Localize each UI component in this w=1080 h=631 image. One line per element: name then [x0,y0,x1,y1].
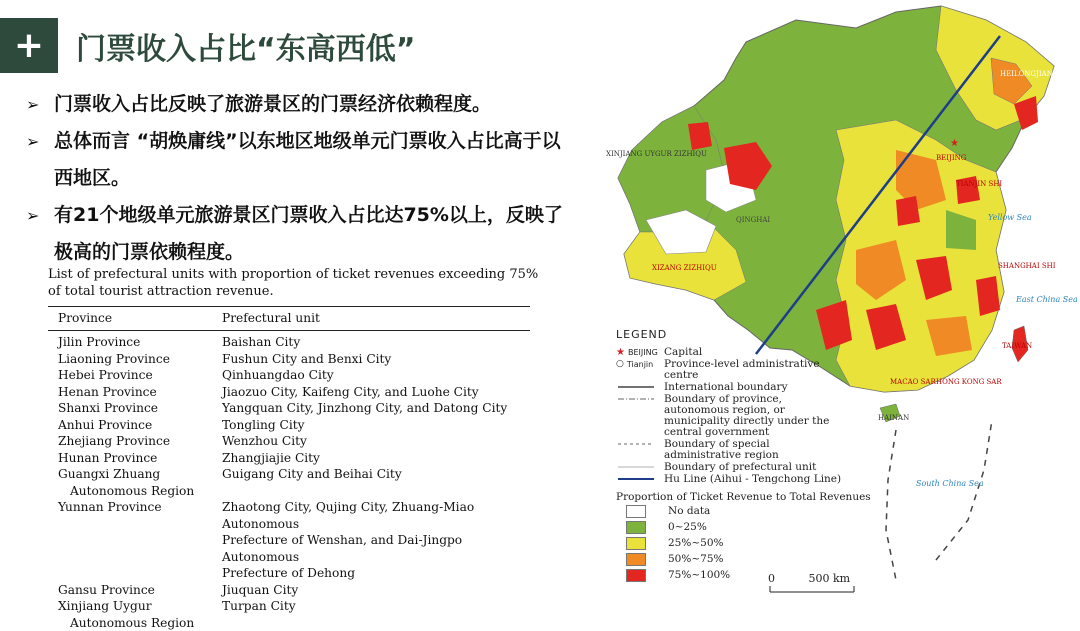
unit-cell: Turpan City [222,599,296,613]
map-label-taiwan: TAIWAN [1002,342,1033,350]
proportion-class: 75%~100% [616,567,871,583]
table-row [48,400,530,417]
legend-item: Hu Line (Aihui - Tengchong Line) [616,474,871,485]
map-label-heilongjiang: HEILONGJIANG [1000,70,1059,78]
province-cell: Gansu Province [58,582,155,597]
arrow-icon: ➢ [26,206,40,225]
map-label-macao: MACAO SAR [890,378,936,386]
proportion-class: 0~25% [616,519,871,535]
bullet-item [26,86,566,123]
proportion-class: 50%~75% [616,551,871,567]
proportion-legend [616,503,871,583]
map-label-yellow-sea: Yellow Sea [988,213,1032,222]
unit-cell: Yangquan City, Jinzhong City, and Datong City [222,401,508,415]
unit-cell: Fushun City and Benxi City [222,351,392,366]
map-label-east-china-sea: East China Sea [1016,295,1078,304]
bullet-text: 门票收入占比反映了旅游景区的门票经济依赖程度。 [54,93,492,115]
intl-boundary-icon [616,382,656,392]
legend-item: Boundary of special administrative region [616,439,871,461]
table-row [48,582,530,599]
sar-boundary-icon [616,439,656,449]
circle-icon: ○ [616,359,624,369]
plus-icon: + [0,18,58,73]
province-cell: Henan Province [58,384,157,399]
header-province: Province [58,311,113,325]
unit-cell: Zhangjiajie City [222,450,320,465]
bullet-list [26,86,566,271]
map-label-tianjin: TIANJIN SHI [956,180,1003,188]
table-row [48,466,530,499]
province-cell: Guangxi Zhuang Autonomous Region [58,467,195,498]
map-label-xizang: XIZANG ZIZHIQU [652,264,717,272]
color-swatch [626,537,646,550]
scale-bar-icon [768,584,858,596]
unit-cell: Tongling City [222,417,305,432]
map-label-south-china-sea: South China Sea [916,479,984,488]
province-cell: Hunan Province [58,450,158,465]
unit-cell: Zhaotong City, Qujing City, Zhuang-Miao Autonomous Prefecture of Wenshan, and Dai-Jingpo Autonomous Prefecture of Dehong [222,500,475,580]
hu-line-icon [616,474,656,484]
map-label-xinjiang: XINJIANG UYGUR ZIZHIQU [606,150,707,158]
proportion-class: 25%~50% [616,535,871,551]
table-row [48,433,530,450]
arrow-icon: ➢ [26,132,40,151]
color-swatch [626,569,646,582]
unit-cell: Wenzhou City [222,434,307,448]
province-cell: Liaoning Province [58,351,170,366]
legend-item: ○ Tianjin Province-level administrative centre [616,358,820,381]
unit-cell: Baishan City [222,335,301,349]
legend-item: International boundary [616,382,871,393]
table-row [48,367,530,384]
map-label-hainan: HAINAN [878,414,910,422]
slide-title: 门票收入占比“东高西低” [76,32,416,67]
legend-item: Boundary of province, autonomous region, or municipality directly under the central government [616,394,871,438]
bullet-text: 有21个地级单元旅游景区门票收入占比达75%以上，反映了极高的门票依赖程度。 [54,204,563,263]
table-row [48,598,530,631]
prefecture-table [48,306,530,631]
map-label-beijing: BEIJING [936,154,967,162]
map-label-qinghai: QINGHAI [736,216,771,224]
unit-cell: Jiaozuo City, Kaifeng City, and Luohe City [222,384,479,399]
scale-zero: 0 [768,572,775,585]
table-header [48,307,530,330]
scale-dist: 500 km [808,572,851,585]
province-boundary-icon [616,394,656,404]
legend-title: LEGEND [616,328,668,341]
arrow-icon: ➢ [26,95,40,114]
star-icon: ★ [616,347,625,358]
scale-bar [768,572,850,585]
table-row [48,384,530,401]
color-swatch [626,521,646,534]
table-row [48,334,530,351]
map-label-hong-kong: HONG KONG SAR [936,378,1002,386]
province-cell: Anhui Province [58,417,153,432]
map-legend [616,328,871,583]
bullet-item [26,123,566,197]
color-swatch [626,505,646,518]
bullet-text: 总体而言 “胡焕庸线”以东地区地级单元门票收入占比高于以西地区。 [54,130,561,189]
capital-star-icon: ★ [950,138,959,149]
unit-cell: Jiuquan City [222,582,299,597]
slide-title-bar [0,18,590,73]
table-row [48,351,530,368]
table-body [48,334,530,631]
color-swatch [626,553,646,566]
legend-item: ★ BEIJING Capital [616,346,703,358]
prefecture-boundary-icon [616,462,656,472]
bullet-item [26,197,566,271]
province-cell: Hebei Province [58,368,153,382]
province-cell: Shanxi Province [58,401,158,415]
table-caption: List of prefectural units with proportion of ticket revenues exceeding 75% of total tourist attraction revenue. [48,267,539,299]
proportion-legend-title: Proportion of Ticket Revenue to Total Revenues [616,491,871,503]
province-cell: Zhejiang Province [58,434,171,448]
province-cell: Jilin Province [58,335,141,349]
table-row [48,499,530,582]
legend-item: Boundary of prefectural unit [616,462,871,473]
header-unit: Prefectural unit [222,311,320,325]
proportion-class: No data [616,503,871,519]
map-label-shanghai: SHANGHAI SHI [998,262,1056,270]
unit-cell: Guigang City and Beihai City [222,467,402,481]
unit-cell: Qinhuangdao City [222,368,334,382]
table-row [48,450,530,467]
table-row [48,417,530,434]
province-cell: Xinjiang Uygur Autonomous Region [58,599,195,630]
province-cell: Yunnan Province [58,500,162,514]
